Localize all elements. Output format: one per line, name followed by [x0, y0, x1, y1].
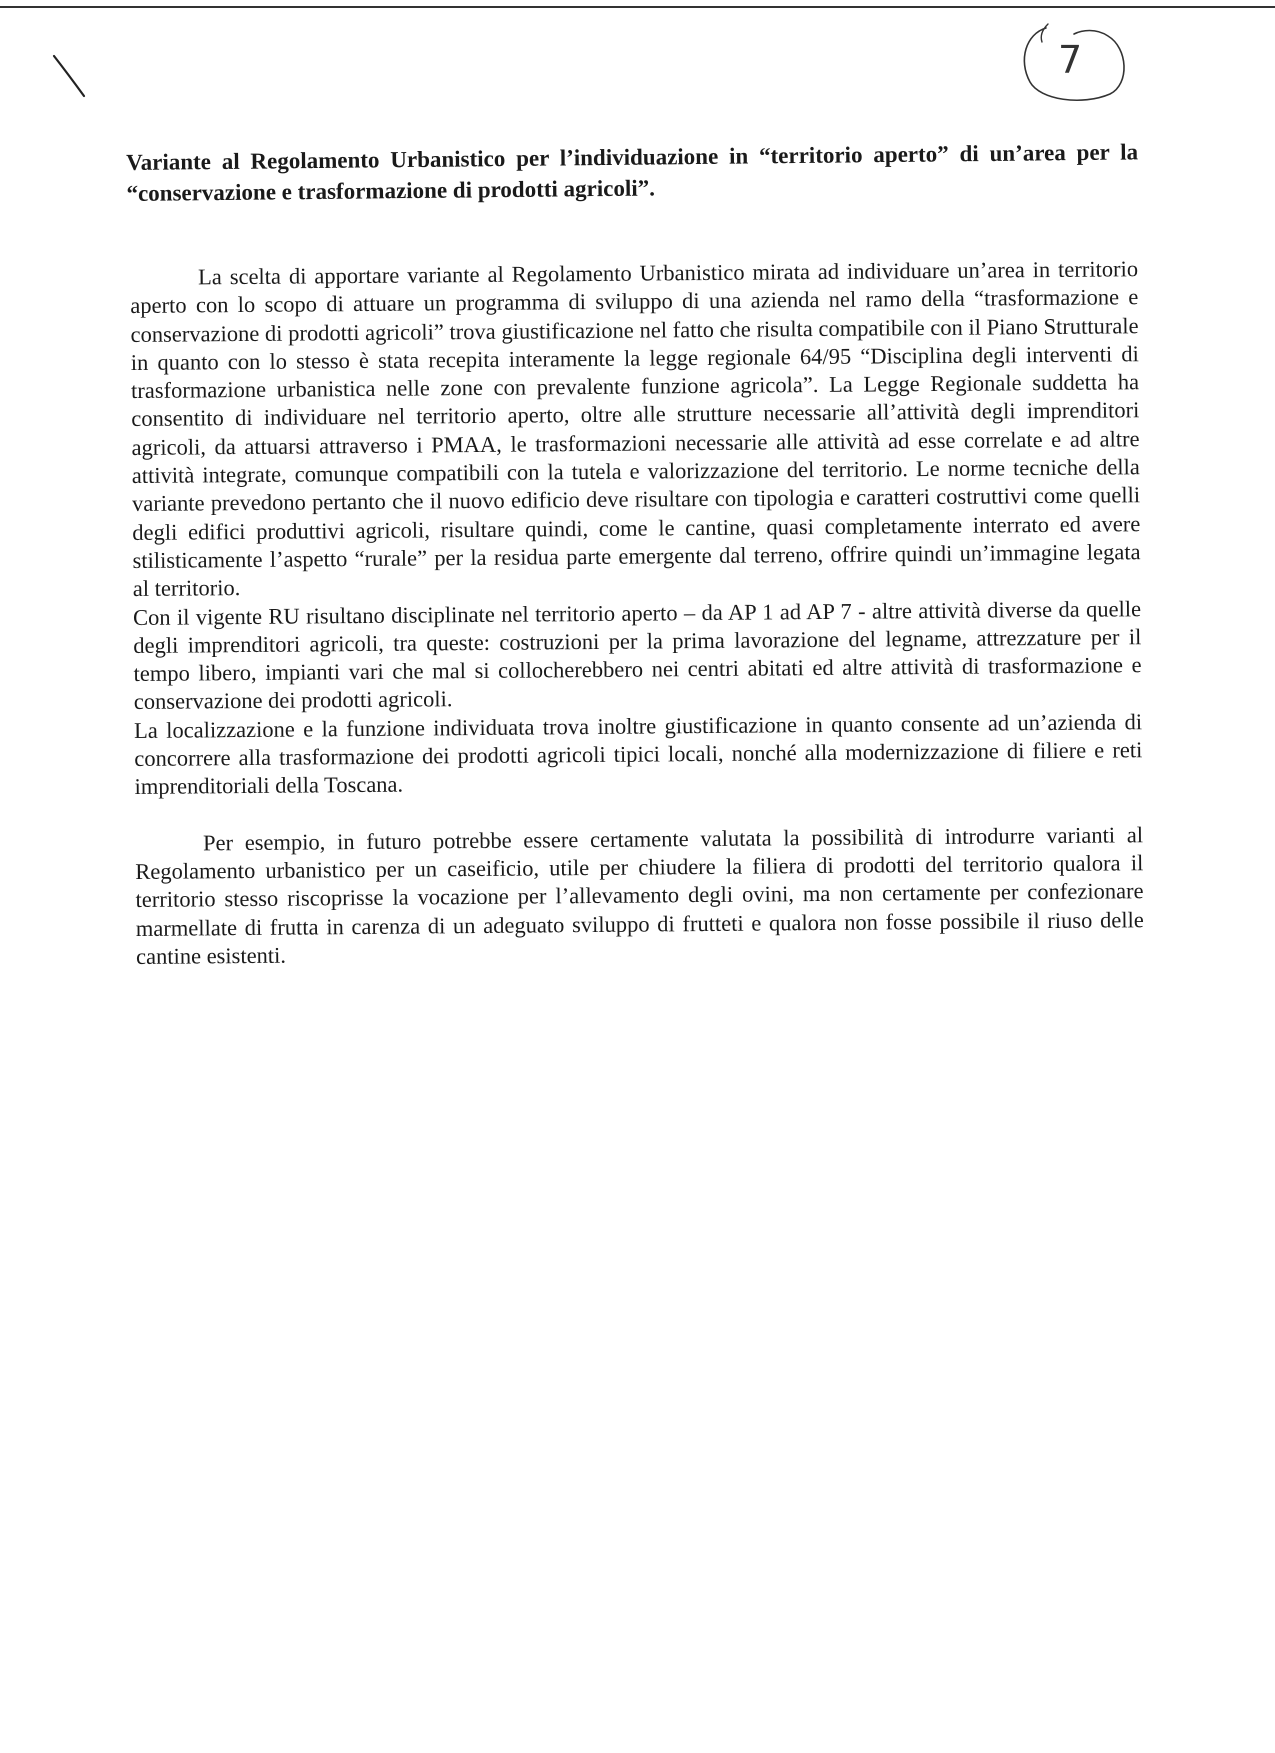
paragraph-3: La localizzazione e la funzione individuata trova inoltre giustificazione in quanto consente ad un’azienda di concorrere alla trasformazione dei prodotti agricoli tipici locali, nonché alla modernizzazione di filiere e reti imprenditoriali della Toscana. [133, 708, 1143, 800]
paragraph-1: La scelta di apportare variante al Regolamento Urbanistico mirata ad individuare un’area in territorio aperto con lo scopo di attuare un programma di sviluppo di una azienda nel ramo della “trasformazione e conservazione di prodotti agricoli” trova giustificazione nel fatto che risulta compatibile con il Piano Strutturale in quanto con lo stesso è stata recepita interamente la legge regionale 64/95 “Disciplina degli interventi di trasformazione urbanistica nelle zone con prevalente funzione agricola”. La Legge Regionale suddetta ha consentito di individuare nel territorio aperto, oltre alle strutture necessarie all’attività degli imprenditori agricoli, da attuarsi attraverso i PMAA, le trasformazioni necessarie alle attività ad esse correlate e ad altre attività integrate, comunque compatibili con la tutela e valorizzazione del territorio. Le norme tecniche della variante prevedono pertanto che il nuovo edificio deve risultare con tipologia e caratteri costruttivi come quelli degli edifici produttivi agricoli, risultare quindi, come le cantine, quasi completamente interrato ed avere stilisticamente l’aspetto “rurale” per la residua parte emergente dal terreno, offrire quindi un’immagine legata al territorio. [130, 256, 1141, 602]
pen-slash-icon [50, 52, 90, 102]
document-title: Variante al Regolamento Urbanistico per l’individuazione in “territorio aperto” di un’area per la “conservazione e trasformazione di prodotti agricoli”. [126, 139, 1139, 206]
paragraph-4: Per esempio, in futuro potrebbe essere certamente valutata la possibilità di introdurre varianti al Regolamento urbanistico per un caseificio, utile per chiudere la filiera di prodotti del territorio qualora il territorio stesso riscoprisse la vocazione per l’allevamento degli ovini, ma non certamente per confezionare marmellate di frutta in carenza di un adeguato sviluppo di frutteti e qualora non fosse possibile il riuso delle cantine esistenti. [135, 821, 1144, 969]
document-body [130, 255, 1144, 971]
paragraph-2: Con il vigente RU risultano disciplinate nel territorio aperto – da AP 1 ad AP 7 - altre attività diverse da quelle degli imprenditori agricoli, tra queste: costruzioni per la prima lavorazione del legname, attrezzature per il tempo libero, impianti vari che mal si collocherebbero nei centri abitati ed altre attività di trasformazione e conservazione dei prodotti agricoli. [132, 595, 1142, 715]
handwritten-page-number: 7 [1058, 38, 1083, 82]
scan-top-border [0, 6, 1275, 8]
